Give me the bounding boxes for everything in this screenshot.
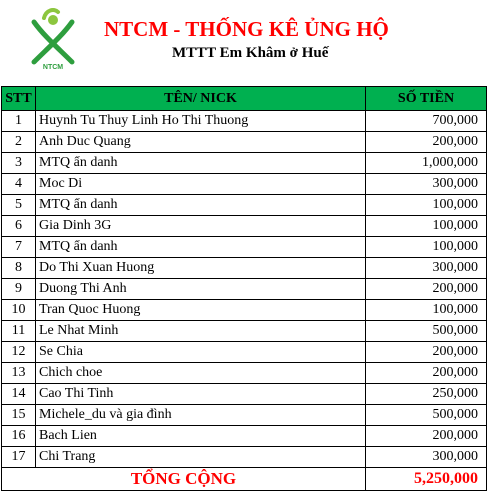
row-stt: 12 [2,342,36,363]
table-row [2,405,487,426]
row-amount: 200,000 [366,279,487,300]
row-amount: 100,000 [366,237,487,258]
row-stt: 1 [2,111,36,132]
row-amount: 200,000 [366,363,487,384]
row-stt: 11 [2,321,36,342]
row-stt: 5 [2,195,36,216]
table-row [2,321,487,342]
row-stt: 6 [2,216,36,237]
row-amount: 100,000 [366,300,487,321]
row-amount: 500,000 [366,321,487,342]
table-row [2,216,487,237]
row-stt: 17 [2,447,36,468]
row-stt: 9 [2,279,36,300]
table-row [2,237,487,258]
row-amount: 300,000 [366,258,487,279]
table-row [2,363,487,384]
row-amount: 100,000 [366,195,487,216]
table-row [2,384,487,405]
row-name: Do Thi Xuan Huong [36,258,366,279]
row-amount: 200,000 [366,132,487,153]
table-row [2,111,487,132]
table-row [2,447,487,468]
table-row [2,426,487,447]
row-name: Duong Thi Anh [36,279,366,300]
row-name: Cao Thi Tinh [36,384,366,405]
row-name: Se Chia [36,342,366,363]
row-name: Michele_du và gia đình [36,405,366,426]
row-name: Bach Lien [36,426,366,447]
row-stt: 7 [2,237,36,258]
column-header-name: TÊN/ NICK [36,87,366,111]
svg-text:NTCM: NTCM [42,64,64,70]
table-header-row [2,87,487,111]
row-name: MTQ ẩn danh [36,153,366,174]
row-stt: 14 [2,384,36,405]
row-name: Gia Dinh 3G [36,216,366,237]
row-stt: 13 [2,363,36,384]
row-name: Le Nhat Minh [36,321,366,342]
donation-table [1,86,487,491]
row-amount: 1,000,000 [366,153,487,174]
table-row [2,153,487,174]
report-header [0,0,489,86]
row-stt: 3 [2,153,36,174]
row-stt: 8 [2,258,36,279]
row-stt: 15 [2,405,36,426]
row-name: Chi Trang [36,447,366,468]
row-name: MTQ ẩn danh [36,195,366,216]
total-label: TỔNG CỘNG [2,468,366,491]
table-row [2,132,487,153]
page-subtitle: MTTT Em Khâm ở Huế [172,45,329,61]
column-header-amount: SỐ TIỀN [366,87,487,111]
row-amount: 250,000 [366,384,487,405]
row-amount: 300,000 [366,447,487,468]
table-row [2,195,487,216]
row-amount: 500,000 [366,405,487,426]
row-name: MTQ ẩn danh [36,237,366,258]
row-stt: 2 [2,132,36,153]
table-row [2,174,487,195]
row-name: Chich choe [36,363,366,384]
table-row [2,300,487,321]
row-amount: 100,000 [366,216,487,237]
row-name: Tran Quoc Huong [36,300,366,321]
column-header-stt: STT [2,87,36,111]
table-row [2,279,487,300]
table-row [2,258,487,279]
row-name: Anh Duc Quang [36,132,366,153]
page-title: NTCM - THỐNG KÊ ỦNG HỘ [104,17,389,41]
ntcm-logo-icon [28,8,78,70]
row-stt: 16 [2,426,36,447]
row-amount: 700,000 [366,111,487,132]
table-row [2,342,487,363]
row-name: Huynh Tu Thuy Linh Ho Thi Thuong [36,111,366,132]
total-row [2,468,487,491]
row-amount: 200,000 [366,342,487,363]
row-amount: 200,000 [366,426,487,447]
row-amount: 300,000 [366,174,487,195]
row-stt: 4 [2,174,36,195]
row-name: Moc Di [36,174,366,195]
total-amount: 5,250,000 [366,468,487,491]
row-stt: 10 [2,300,36,321]
